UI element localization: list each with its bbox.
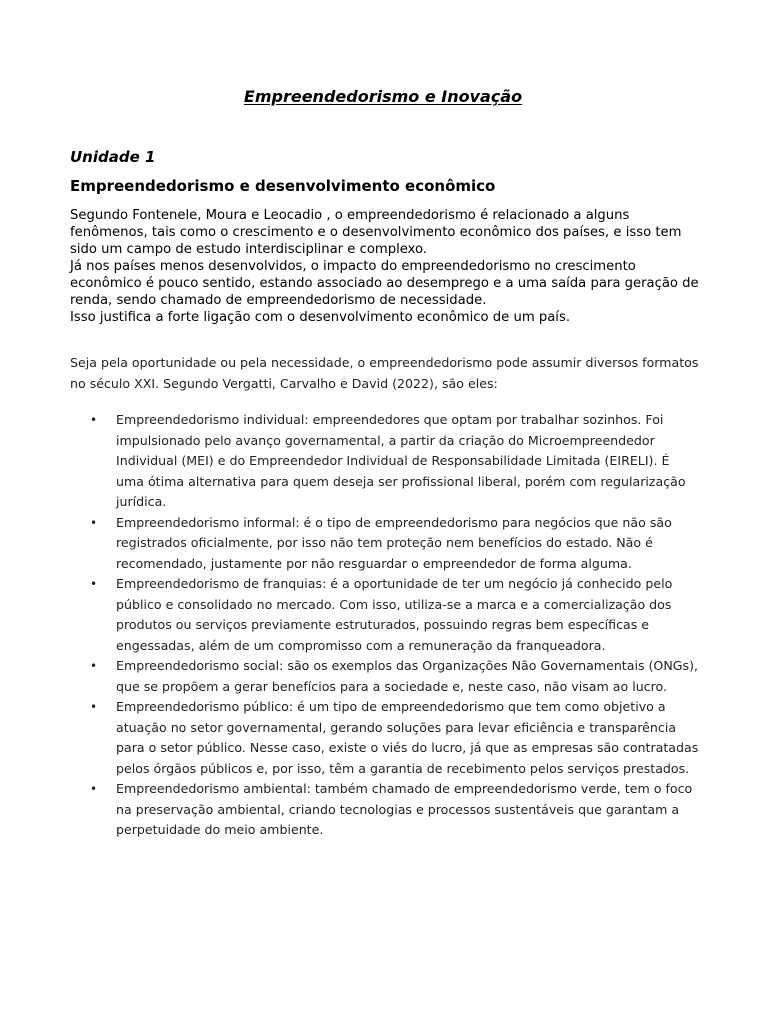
list-item [70,513,700,575]
unit-label: Unidade 1 [70,148,156,166]
bullet-icon: • [90,700,98,714]
lead-paragraph: Seja pela oportunidade ou pela necessidade, o empreendedorismo pode assumir diversos formatos no século XXI. Segundo Vergatti, Carvalho e David (2022), são eles: [70,355,699,391]
list-item-text: Empreendedorismo individual: empreendedores que optam por trabalhar sozinhos. Foi impulsionado pelo avanço governamental, a partir da criação do Microempreendedor Individual (MEI) e do Empreendedor Individual de Responsabilidade Limitada (EIRELI). É uma ótima alternativa para quem deseja ser profissional liberal, porém com regularização jurídica. [116,412,686,509]
list-item-text: Empreendedorismo informal: é o tipo de empreendedorismo para negócios que não são registrados oficialmente, por isso não tem proteção nem benefícios do estado. Não é recomendado, justamente por não resguardar o empreendedor de forma alguma. [116,514,672,571]
list-item [70,779,700,841]
section-heading: Empreendedorismo e desenvolvimento econômico [70,177,496,195]
bullet-icon: • [90,659,98,673]
bullet-icon: • [90,782,98,796]
intro-paragraph: Segundo Fontenele, Moura e Leocadio , o empreendedorismo é relacionado a alguns fenômenos, tais como o crescimento e o desenvolvimento econômico dos países, e isso tem sido um campo de estudo interdisciplinar e complexo. [70,208,682,257]
list-item [70,574,700,656]
list-item-text: Empreendedorismo ambiental: também chamado de empreendedorismo verde, tem o foco na preservação ambiental, criando tecnologias e processos sustentáveis que garantam a perpetuidade do meio ambiente. [116,781,693,837]
list-item-text: Empreendedorismo social: são os exemplos das Organizações Não Governamentais (ONGs), que se propõem a gerar benefícios para a sociedade e, neste caso, não visam ao lucro. [116,658,699,694]
list-item [70,656,700,697]
list-item [70,697,700,779]
bullet-icon: • [90,413,98,427]
entrepreneurship-types-list [70,410,700,841]
bullet-icon: • [90,577,98,591]
list-item-text: Empreendedorismo público: é um tipo de empreendedorismo que tem como objetivo a atuação no setor governamental, gerando soluções para levar eficiência e transparência para o setor público. Nesse caso, existe o viés do lucro, já que as empresas são contratadas pelos órgãos públicos e, por isso, têm a garantia de recebimento pelos serviços prestados. [116,699,699,776]
intro-block [70,207,710,326]
list-item [70,410,700,513]
intro-paragraph: Já nos países menos desenvolvidos, o impacto do empreendedorismo no crescimento econômico é pouco sentido, estando associado ao desemprego e a uma saída para geração de renda, sendo chamado de empreendedorismo de necessidade. [70,259,699,308]
document-title: Empreendedorismo e Inovação [243,87,523,106]
bullet-icon: • [90,515,98,530]
list-item-text: Empreendedorismo de franquias: é a oportunidade de ter um negócio já conhecido pelo público e consolidado no mercado. Com isso, utiliza-se a marca e a comercialização dos produtos ou serviços previamente estruturados, possuindo regras bem específicas e engessadas, além de um compromisso com a remuneração da franqueadora. [116,576,673,653]
intro-paragraph: Isso justifica a forte ligação com o desenvolvimento econômico de um país. [70,310,571,325]
